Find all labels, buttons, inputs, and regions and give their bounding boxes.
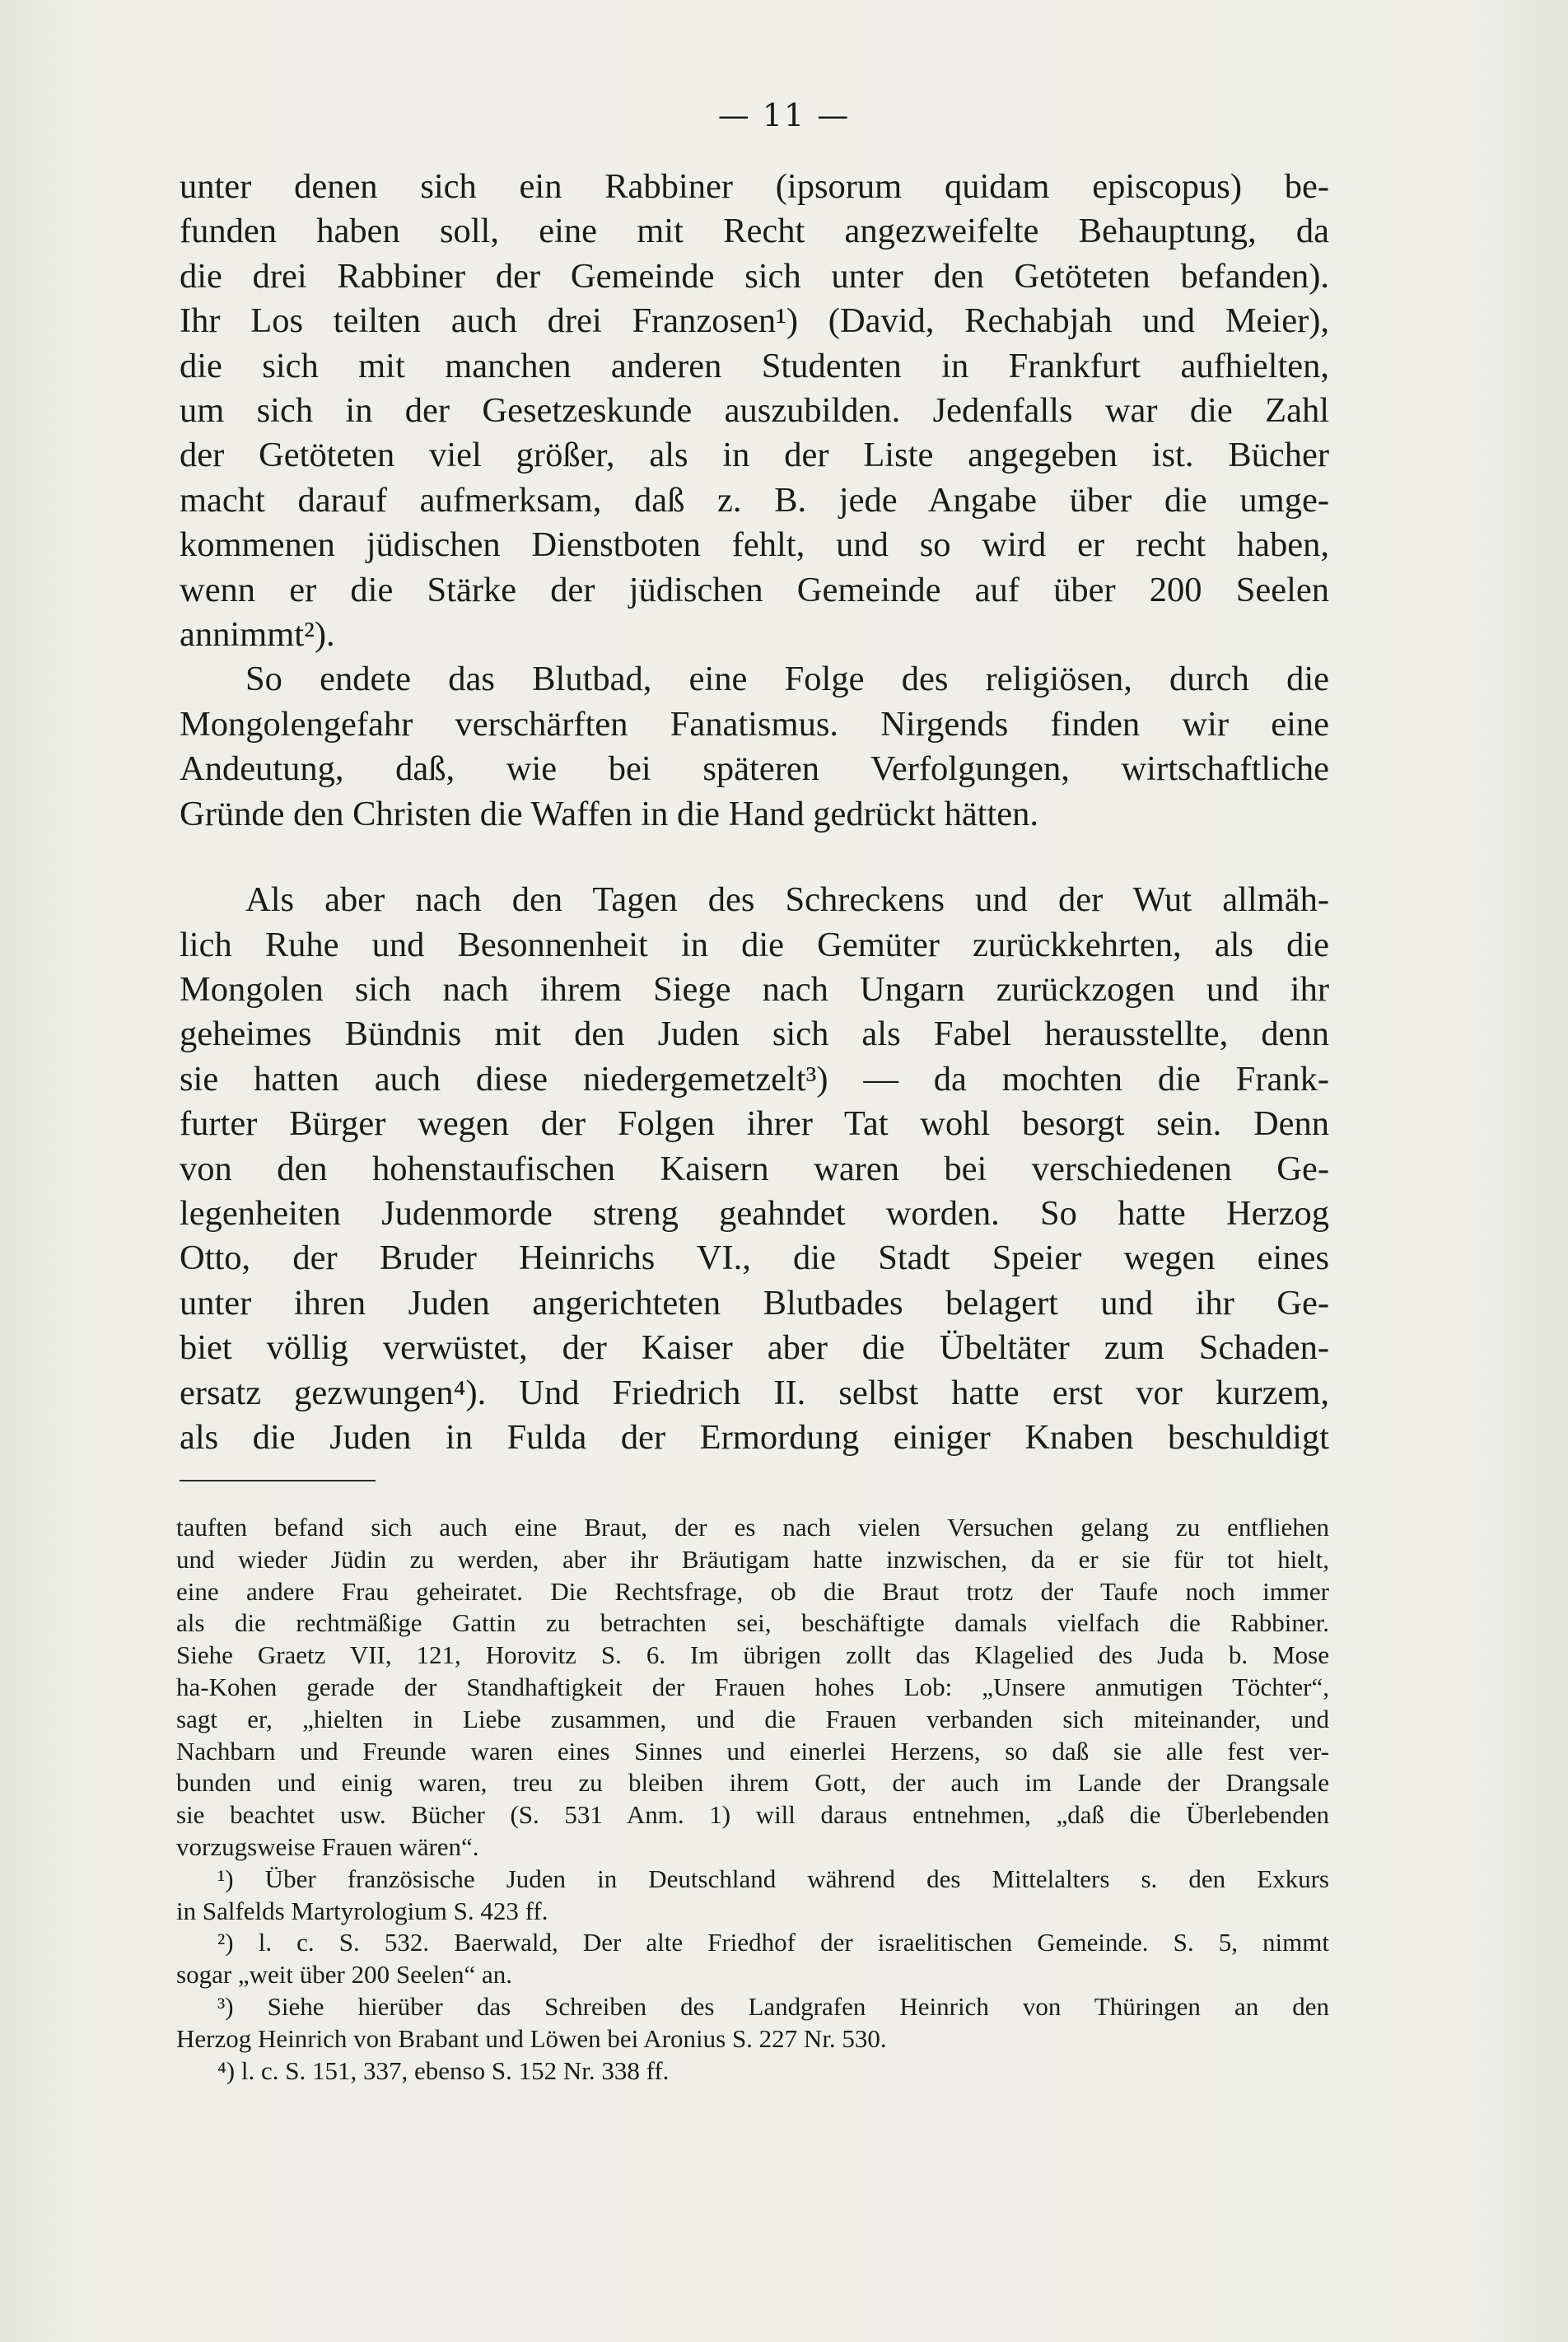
text-line: Ihr Los teilten auch drei Franzosen¹) (David, Rechabjah und Meier), [180, 301, 1329, 341]
footnote-continuation [176, 1512, 1329, 1864]
footnote-line: und wieder Jüdin zu werden, aber ihr Bräutigam hatte inzwischen, da er sie für tot hielt, [176, 1544, 1329, 1574]
footnote-3 [176, 1991, 1329, 2055]
footnotes [176, 1512, 1329, 2087]
text-line: die drei Rabbiner der Gemeinde sich unter den Getöteten befanden). [180, 256, 1329, 296]
footnote-line: ¹) Über französische Juden in Deutschland während des Mittelalters s. den Exkurs [217, 1864, 1329, 1893]
text-line: unter ihren Juden angerichteten Blutbades belagert und ihr Ge- [180, 1283, 1329, 1323]
footnote-2 [176, 1927, 1329, 1991]
footnote-line: sogar „weit über 200 Seelen“ an. [176, 1960, 513, 1990]
text-line: wenn er die Stärke der jüdischen Gemeinde auf über 200 Seelen [180, 570, 1329, 609]
footnote-separator [180, 1480, 376, 1481]
footnote-line: Siehe Graetz VII, 121, Horovitz S. 6. Im übrigen zollt das Klagelied des Juda b. Mose [176, 1640, 1329, 1670]
text-line: Mongolengefahr verschärften Fanatismus. Nirgends finden wir eine [180, 704, 1329, 744]
text-line: die sich mit manchen anderen Studenten in Frankfurt aufhielten, [180, 346, 1329, 385]
page-number: — 11 — [717, 97, 851, 133]
text-line: biet völlig verwüstet, der Kaiser aber die Übeltäter zum Schaden- [180, 1328, 1329, 1368]
text-line: kommenen jüdischen Dienstboten fehlt, und so wird er recht haben, [180, 525, 1329, 565]
text-line: So endete das Blutbad, eine Folge des religiösen, durch die [245, 660, 1329, 699]
text-line: als die Juden in Fulda der Ermordung einiger Knaben beschuldigt [180, 1417, 1329, 1457]
footnote-4 [176, 2055, 1329, 2088]
footnote-line: Herzog Heinrich von Brabant und Löwen bei Aronius S. 227 Nr. 530. [176, 2023, 887, 2053]
text-line: Andeutung, daß, wie bei späteren Verfolgungen, wirtschaftliche [180, 749, 1329, 789]
text-line: funden haben soll, eine mit Recht angezweifelte Behauptung, da [180, 212, 1329, 251]
main-text [180, 165, 1329, 1460]
text-line: legenheiten Judenmorde streng geahndet worden. So hatte Herzog [180, 1193, 1329, 1233]
footnote-line: bunden und einig waren, treu zu bleiben ihrem Gott, der auch im Lande der Drangsale [176, 1768, 1329, 1798]
footnote-line: vorzugsweise Frauen wären“. [176, 1831, 479, 1861]
paragraph-3 [180, 878, 1329, 1460]
text-line: Als aber nach den Tagen des Schreckens und der Wut allmäh- [245, 880, 1329, 920]
paragraph-1 [180, 165, 1329, 657]
text-line: unter denen sich ein Rabbiner (ipsorum quidam episcopus) be- [180, 167, 1329, 206]
footnote-line: in Salfelds Martyrologium S. 423 ff. [176, 1896, 548, 1925]
text-line: sie hatten auch diese niedergemetzelt³) — da mochten die Frank- [180, 1059, 1329, 1099]
text-line: Otto, der Bruder Heinrichs VI., die Stadt Speier wegen eines [180, 1239, 1329, 1278]
text-line: ersatz gezwungen⁴). Und Friedrich II. selbst hatte erst vor kurzem, [180, 1373, 1329, 1412]
text-line: um sich in der Gesetzeskunde auszubilden. Jedenfalls war die Zahl [180, 391, 1329, 431]
text-line: macht darauf aufmerksam, daß z. B. jede Angabe über die umge- [180, 480, 1329, 520]
footnote-line: ha-Kohen gerade der Standhaftigkeit der Frauen hohes Lob: „Unsere anmutigen Töchter“, [176, 1672, 1329, 1701]
text-line: der Getöteten viel größer, als in der Liste angegeben ist. Bücher [180, 436, 1329, 475]
footnote-line: ⁴) l. c. S. 151, 337, ebenso S. 152 Nr. 338 ff. [217, 2055, 670, 2085]
footnote-line: tauften befand sich auch eine Braut, der es nach vielen Versuchen gelang zu entfliehen [176, 1513, 1329, 1542]
footnote-line: als die rechtmäßige Gattin zu betrachten sei, beschäftigte damals vielfach die Rabbiner. [176, 1608, 1329, 1638]
text-line: lich Ruhe und Besonnenheit in die Gemüter zurückkehrten, als die [180, 925, 1329, 964]
footnote-line: sagt er, „hielten in Liebe zusammen, und die Frauen verbanden sich miteinander, und [176, 1704, 1329, 1733]
paragraph-2 [180, 657, 1329, 837]
footnote-line: ³) Siehe hierüber das Schreiben des Landgrafen Heinrich von Thüringen an den [217, 1991, 1329, 2021]
text-line: von den hohenstaufischen Kaisern waren bei verschiedenen Ge- [180, 1149, 1329, 1188]
text-line: geheimes Bündnis mit den Juden sich als Fabel herausstellte, denn [180, 1015, 1329, 1054]
text-line: Gründe den Christen die Waffen in die Hand gedrückt hätten. [180, 794, 1039, 833]
text-line: annimmt²). [180, 615, 335, 655]
footnote-1 [176, 1864, 1329, 1928]
text-line: furter Bürger wegen der Folgen ihrer Tat wohl besorgt sein. Denn [180, 1104, 1329, 1144]
footnote-line: Nachbarn und Freunde waren eines Sinnes und einerlei Herzens, so daß sie alle fest ver- [176, 1736, 1329, 1766]
footnote-line: sie beachtet usw. Bücher (S. 531 Anm. 1) will daraus entnehmen, „daß die Überlebenden [176, 1800, 1329, 1830]
footnote-line: eine andere Frau geheiratet. Die Rechtsfrage, ob die Braut trotz der Taufe noch immer [176, 1576, 1329, 1606]
footnote-line: ²) l. c. S. 532. Baerwald, Der alte Friedhof der israelitischen Gemeinde. S. 5, nimmt [217, 1928, 1329, 1957]
text-line: Mongolen sich nach ihrem Siege nach Ungarn zurückzogen und ihr [180, 969, 1329, 1009]
